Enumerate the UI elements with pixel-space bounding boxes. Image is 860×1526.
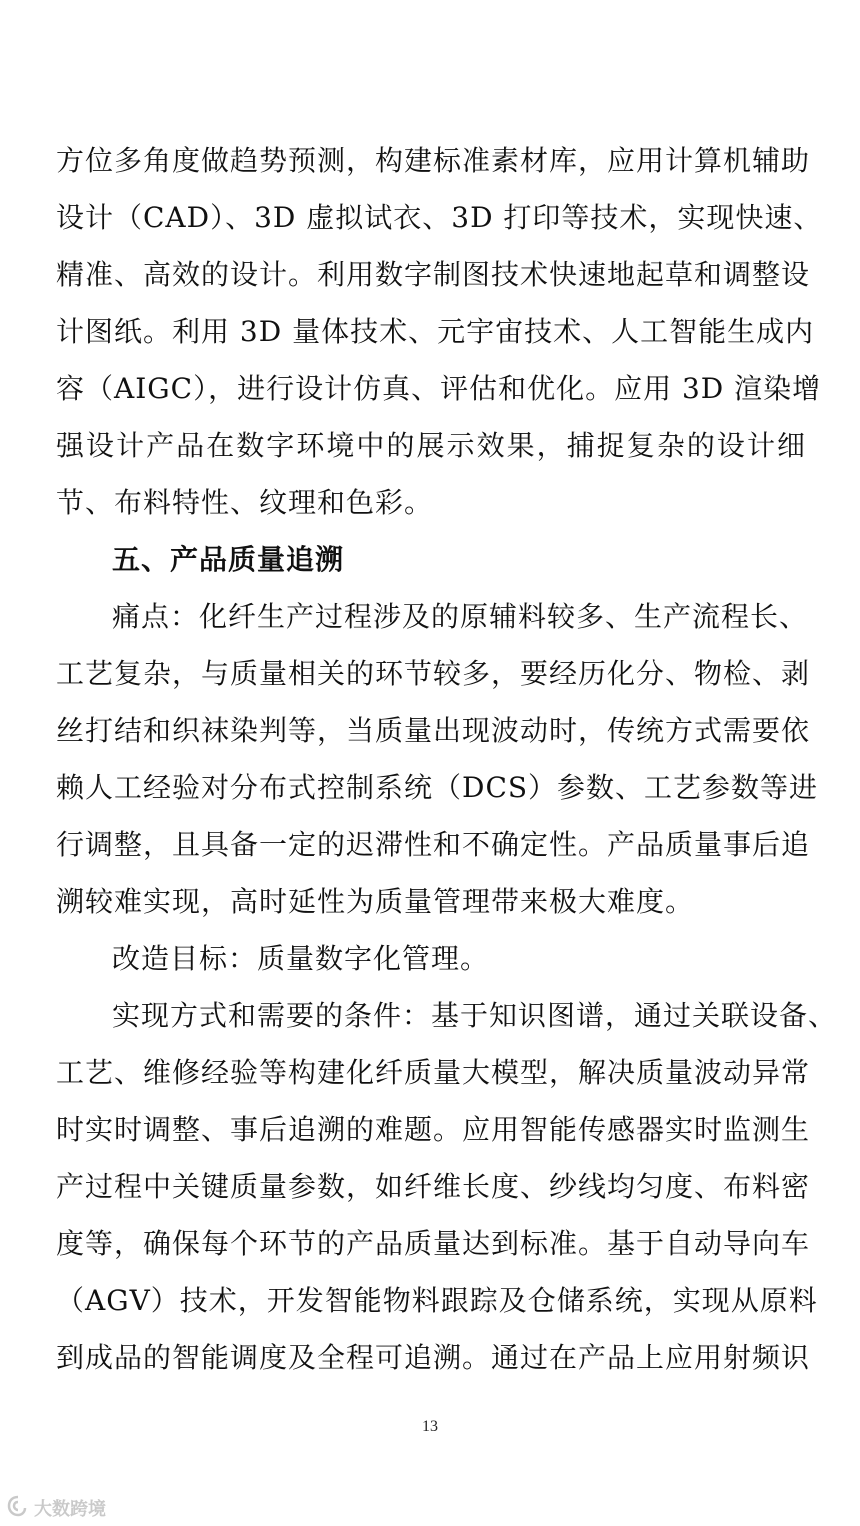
paragraph-line: 节、布料特性、纹理和色彩。: [56, 486, 434, 519]
implementation-line: 度等，确保每个环节的产品质量达到标准。基于自动导向车: [56, 1227, 811, 1260]
logo-swirl-icon: [6, 1494, 30, 1522]
implementation-line: 实现方式和需要的条件：基于知识图谱，通过关联设备、: [112, 999, 838, 1032]
pain-points-line: 工艺复杂，与质量相关的环节较多，要经历化分、物检、剥: [56, 657, 811, 690]
implementation-line: （AGV）技术，开发智能物料跟踪及仓储系统，实现从原料: [56, 1284, 818, 1317]
paragraph-line: 强设计产品在数字环境中的展示效果，捕捉复杂的设计细: [56, 429, 806, 462]
implementation-line: 产过程中关键质量参数，如纤维长度、纱线均匀度、布料密: [56, 1170, 811, 1203]
implementation-line: 时实时调整、事后追溯的难题。应用智能传感器实时监测生: [56, 1113, 811, 1146]
page-number: 13: [422, 1418, 438, 1435]
implementation-line: 工艺、维修经验等构建化纤质量大模型，解决质量波动异常: [56, 1056, 811, 1089]
paragraph-line: 方位多角度做趋势预测，构建标准素材库，应用计算机辅助: [56, 144, 811, 177]
section-heading: 五、产品质量追溯: [112, 543, 345, 576]
paragraph-line: 设计（CAD）、3D 虚拟试衣、3D 打印等技术，实现快速、: [56, 201, 823, 234]
watermark: [6, 1494, 106, 1522]
pain-points-line: 赖人工经验对分布式控制系统（DCS）参数、工艺参数等进: [56, 771, 819, 804]
paragraph-line: 计图纸。利用 3D 量体技术、元宇宙技术、人工智能生成内: [56, 315, 815, 348]
watermark-text: 大数跨境: [34, 1499, 106, 1520]
paragraph-line: 精准、高效的设计。利用数字制图技术快速地起草和调整设: [56, 258, 811, 291]
goal-line: 改造目标：质量数字化管理。: [112, 942, 490, 975]
pain-points-line: 丝打结和织袜染判等，当质量出现波动时，传统方式需要依: [56, 714, 811, 747]
pain-points-line: 溯较难实现，高时延性为质量管理带来极大难度。: [56, 885, 695, 918]
pain-points-line: 行调整，且具备一定的迟滞性和不确定性。产品质量事后追: [56, 828, 811, 861]
pain-points-line: 痛点：化纤生产过程涉及的原辅料较多、生产流程长、: [112, 600, 809, 633]
implementation-line: 到成品的智能调度及全程可追溯。通过在产品上应用射频识: [56, 1341, 811, 1374]
paragraph-line: 容（AIGC），进行设计仿真、评估和优化。应用 3D 渲染增: [56, 372, 822, 405]
